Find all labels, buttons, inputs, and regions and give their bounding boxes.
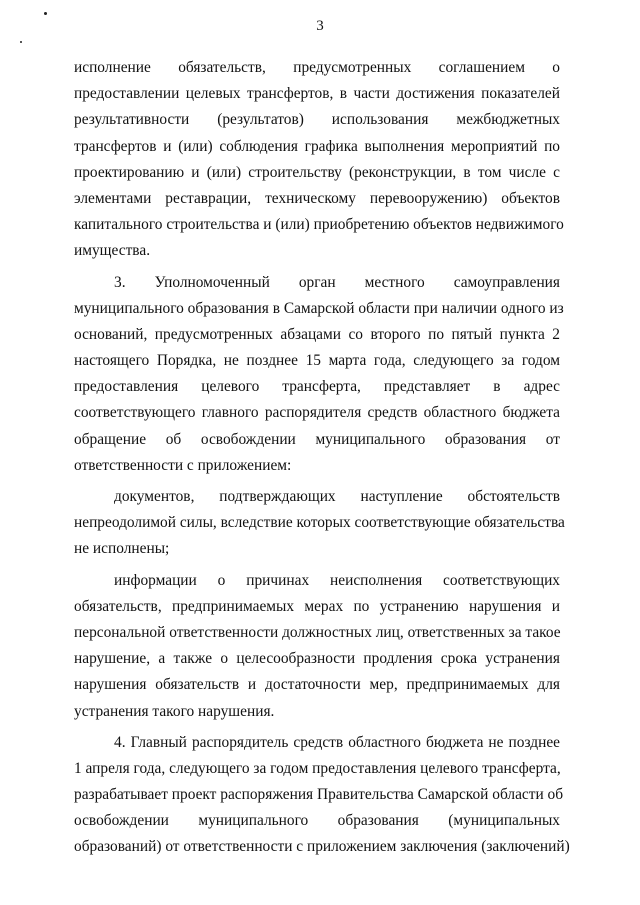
text-line: результативности (результатов) использования межбюджетных [74,111,560,129]
text-line: оснований, предусмотренных абзацами со второго по пятый пункта 2 [74,325,560,343]
text-line: не исполнены; [74,540,170,558]
text-line: образований) от ответственности с приложением заключения (заключений) [74,838,570,856]
text-line: 4. Главный распорядитель средств областного бюджета не позднее [114,733,560,751]
text-line: нарушения обязательств и достаточности мер, предпринимаемых для [74,676,560,694]
text-line: обращение об освобождении муниципального образования от [74,430,560,448]
text-line: освобождении муниципального образования (муниципальных [74,812,560,830]
text-line: капитального строительства и (или) приобретению объектов недвижимого [74,216,564,234]
text-line: имущества. [74,242,151,260]
text-line: соответствующего главного распорядителя средств областного бюджета [74,404,560,422]
text-line: трансфертов и (или) соблюдения графика выполнения мероприятий по [74,137,560,155]
text-line: муниципального образования в Самарской области при наличии одного из [74,299,564,317]
text-line: документов, подтверждающих наступление обстоятельств [114,488,560,505]
text-line: ответственности с приложением: [74,456,292,474]
text-line: непреодолимой силы, вследствие которых соответствующие обязательства [74,514,565,532]
text-line: проектированию и (или) строительству (реконструкции, в том числе с [74,163,560,181]
text-line: предоставления целевого трансферта, представляет в адрес [74,378,560,396]
text-line: 1 апреля года, следующего за годом предоставления целевого трансферта, [74,759,561,777]
text-line: информации о причинах неисполнения соответствующих [114,571,560,589]
text-line: элементами реставрации, техническому перевооружению) объектов [74,189,560,207]
scan-speck [44,12,47,15]
text-line: устранения такого нарушения. [74,702,275,720]
scan-speck [20,41,22,43]
text-line: нарушение, а также о целесообразности продления срока устранения [74,650,560,668]
text-line: 3. Уполномоченный орган местного самоуправления [114,273,560,291]
page-number: 3 [316,18,324,34]
text-line: разрабатывает проект распоряжения Правительства Самарской области об [74,786,564,804]
text-line: исполнение обязательств, предусмотренных соглашением о [74,59,560,76]
text-line: предоставлении целевых трансфертов, в части достижения показателей [74,85,560,103]
text-line: обязательств, предпринимаемых мерах по устранению нарушения и [74,597,560,615]
text-line: персональной ответственности должностных лиц, ответственных за такое [74,623,561,641]
document-body [74,55,570,861]
text-line: настоящего Порядка, не позднее 15 марта года, следующего за годом [74,352,560,370]
